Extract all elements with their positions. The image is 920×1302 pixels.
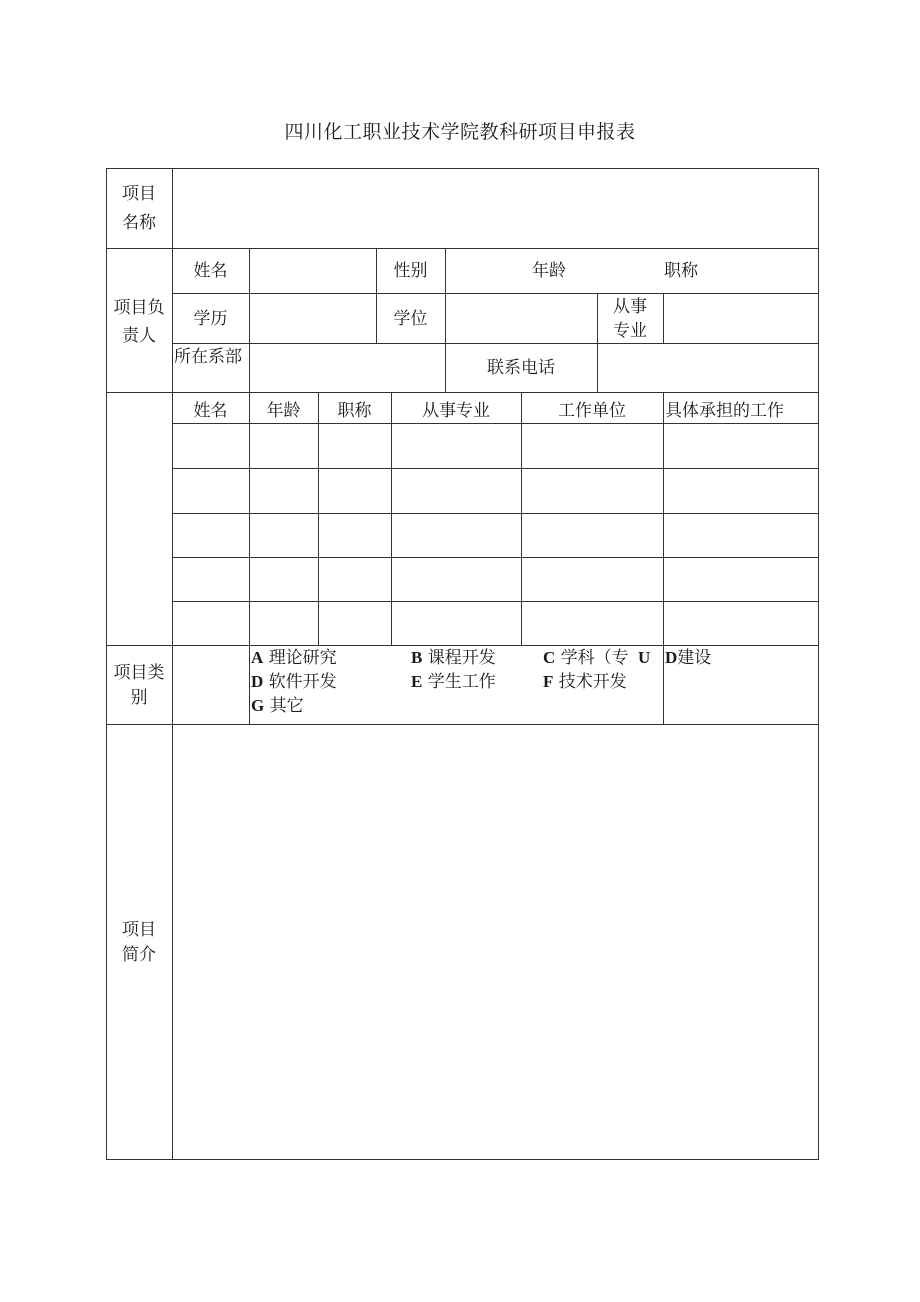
category-option-c[interactable]: C 学科（专 — [543, 648, 629, 668]
category-label-1: 项目类 — [113, 663, 165, 683]
project-name-label-1: 项目 — [122, 184, 156, 204]
leader-label-2: 责人 — [122, 326, 156, 346]
leader-education-label: 学历 — [193, 309, 228, 329]
category-label-2: 别 — [130, 688, 148, 708]
leader-phone-field[interactable] — [598, 344, 818, 392]
leader-department-label: 所在系部 — [174, 347, 242, 367]
members-header-age: 年龄 — [266, 401, 301, 421]
leader-degree-field[interactable] — [446, 294, 597, 343]
category-option-e[interactable]: E 学生工作 — [411, 672, 496, 692]
members-header-duty: 具体承担的工作 — [665, 401, 784, 421]
category-option-a[interactable]: A 理论研究 — [251, 648, 337, 668]
leader-major-label-2: 专业 — [613, 321, 647, 341]
leader-name-label: 姓名 — [193, 261, 228, 281]
summary-field[interactable] — [173, 725, 818, 1159]
members-header-major: 从事专业 — [422, 401, 490, 421]
project-name-field[interactable] — [173, 169, 818, 248]
members-header-unit: 工作单位 — [558, 401, 626, 421]
leader-title-label: 职称 — [664, 261, 698, 281]
category-option-b[interactable]: B 课程开发 — [411, 648, 496, 668]
leader-degree-label: 学位 — [393, 309, 428, 329]
leader-department-field[interactable] — [250, 344, 445, 392]
category-option-g[interactable]: G 其它 — [251, 696, 304, 716]
form-title: 四川化工职业技术学院教科研项目申报表 — [284, 121, 636, 143]
members-header-title: 职称 — [337, 401, 372, 421]
project-name-label-2: 名称 — [122, 213, 156, 233]
leader-age-label: 年龄 — [532, 261, 566, 281]
category-option-d-software[interactable]: D 软件开发 — [251, 672, 337, 692]
leader-name-field[interactable] — [250, 249, 376, 293]
summary-label-1: 项目 — [122, 920, 156, 940]
members-header-name: 姓名 — [193, 401, 228, 421]
leader-major-field[interactable] — [664, 294, 818, 343]
category-option-f[interactable]: F 技术开发 — [543, 672, 627, 692]
category-option-u: U — [638, 648, 651, 667]
leader-phone-label: 联系电话 — [487, 358, 555, 378]
category-option-d-build[interactable]: D建设 — [665, 648, 712, 668]
leader-major-label-1: 从事 — [613, 297, 647, 317]
summary-label-2: 简介 — [122, 945, 156, 965]
leader-label-1: 项目负 — [113, 298, 165, 318]
leader-education-field[interactable] — [250, 294, 376, 343]
leader-gender-label: 性别 — [393, 261, 428, 281]
